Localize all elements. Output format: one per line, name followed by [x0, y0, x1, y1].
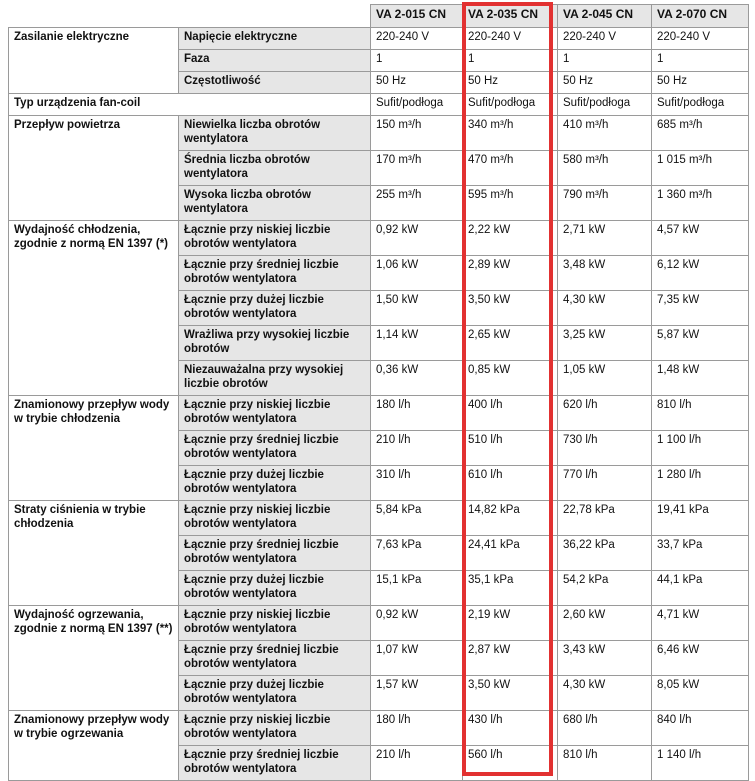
value-cell: 50 Hz: [558, 72, 652, 94]
value-cell: 6,12 kW: [652, 256, 749, 291]
value-cell: 150 m³/h: [371, 116, 463, 151]
value-cell: 3,48 kW: [558, 256, 652, 291]
value-cell: 19,41 kPa: [652, 501, 749, 536]
value-cell: 54,2 kPa: [558, 571, 652, 606]
value-cell: 220-240 V: [558, 28, 652, 50]
value-cell: 24,41 kPa: [463, 536, 558, 571]
param-label: Napięcie elektryczne: [179, 28, 371, 50]
value-cell: 220-240 V: [652, 28, 749, 50]
param-label: Faza: [179, 50, 371, 72]
value-cell: 2,19 kW: [463, 606, 558, 641]
value-cell: 1,07 kW: [371, 641, 463, 676]
value-cell: 1: [652, 50, 749, 72]
value-cell: 210 l/h: [371, 746, 463, 781]
value-cell: 0,85 kW: [463, 361, 558, 396]
header-row: [9, 5, 749, 28]
value-cell: 3,25 kW: [558, 326, 652, 361]
param-label: Łącznie przy niskiej liczbie obrotów wentylatora: [179, 606, 371, 641]
table-row: [9, 221, 749, 256]
value-cell: 2,60 kW: [558, 606, 652, 641]
value-cell: 810 l/h: [652, 396, 749, 431]
value-cell: 220-240 V: [463, 28, 558, 50]
value-cell: Sufit/podłoga: [463, 94, 558, 116]
value-cell: 400 l/h: [463, 396, 558, 431]
value-cell: 770 l/h: [558, 466, 652, 501]
value-cell: 36,22 kPa: [558, 536, 652, 571]
table-row: [9, 116, 749, 151]
value-cell: 180 l/h: [371, 396, 463, 431]
spec-table: [8, 4, 749, 781]
group-label: Typ urządzenia fan-coil: [9, 94, 371, 116]
value-cell: Sufit/podłoga: [652, 94, 749, 116]
value-cell: 1 100 l/h: [652, 431, 749, 466]
value-cell: 0,92 kW: [371, 606, 463, 641]
param-label: Łącznie przy dużej liczbie obrotów wentylatora: [179, 466, 371, 501]
param-label: Łącznie przy średniej liczbie obrotów wentylatora: [179, 746, 371, 781]
value-cell: 8,05 kW: [652, 676, 749, 711]
value-cell: 4,57 kW: [652, 221, 749, 256]
value-cell: 580 m³/h: [558, 151, 652, 186]
value-cell: 180 l/h: [371, 711, 463, 746]
value-cell: 560 l/h: [463, 746, 558, 781]
value-cell: 4,30 kW: [558, 291, 652, 326]
value-cell: 4,71 kW: [652, 606, 749, 641]
group-label: Straty ciśnienia w trybie chłodzenia: [9, 501, 179, 606]
value-cell: 0,36 kW: [371, 361, 463, 396]
value-cell: 220-240 V: [371, 28, 463, 50]
table-row: [9, 711, 749, 746]
group-label: Znamionowy przepływ wody w trybie chłodzenia: [9, 396, 179, 501]
value-cell: 50 Hz: [371, 72, 463, 94]
param-label: Łącznie przy dużej liczbie obrotów wentylatora: [179, 571, 371, 606]
param-label: Łącznie przy dużej liczbie obrotów wentylatora: [179, 291, 371, 326]
value-cell: 35,1 kPa: [463, 571, 558, 606]
column-header: VA 2-035 CN: [463, 5, 558, 28]
value-cell: 790 m³/h: [558, 186, 652, 221]
value-cell: 44,1 kPa: [652, 571, 749, 606]
value-cell: 2,71 kW: [558, 221, 652, 256]
value-cell: 1,57 kW: [371, 676, 463, 711]
value-cell: 1: [463, 50, 558, 72]
group-label: Zasilanie elektryczne: [9, 28, 179, 94]
param-label: Wrażliwa przy wysokiej liczbie obrotów: [179, 326, 371, 361]
value-cell: 1 015 m³/h: [652, 151, 749, 186]
value-cell: 2,89 kW: [463, 256, 558, 291]
value-cell: 3,50 kW: [463, 291, 558, 326]
value-cell: 33,7 kPa: [652, 536, 749, 571]
value-cell: 410 m³/h: [558, 116, 652, 151]
value-cell: 595 m³/h: [463, 186, 558, 221]
value-cell: 2,22 kW: [463, 221, 558, 256]
table-row: [9, 396, 749, 431]
value-cell: 1,50 kW: [371, 291, 463, 326]
group-label: Znamionowy przepływ wody w trybie ogrzewania: [9, 711, 179, 781]
value-cell: 680 l/h: [558, 711, 652, 746]
table-row: [9, 501, 749, 536]
value-cell: 1 360 m³/h: [652, 186, 749, 221]
value-cell: 1 280 l/h: [652, 466, 749, 501]
param-label: Łącznie przy średniej liczbie obrotów wentylatora: [179, 641, 371, 676]
column-header: VA 2-015 CN: [371, 5, 463, 28]
param-label: Łącznie przy niskiej liczbie obrotów wentylatora: [179, 221, 371, 256]
param-label: Średnia liczba obrotów wentylatora: [179, 151, 371, 186]
param-label: Łącznie przy średniej liczbie obrotów wentylatora: [179, 256, 371, 291]
param-label: Łącznie przy średniej liczbie obrotów wentylatora: [179, 431, 371, 466]
value-cell: 1,05 kW: [558, 361, 652, 396]
value-cell: 5,84 kPa: [371, 501, 463, 536]
value-cell: 170 m³/h: [371, 151, 463, 186]
value-cell: 620 l/h: [558, 396, 652, 431]
table-row: [9, 28, 749, 50]
param-label: Niezauważalna przy wysokiej liczbie obrotów: [179, 361, 371, 396]
value-cell: 14,82 kPa: [463, 501, 558, 536]
value-cell: 6,46 kW: [652, 641, 749, 676]
value-cell: 810 l/h: [558, 746, 652, 781]
value-cell: 310 l/h: [371, 466, 463, 501]
value-cell: Sufit/podłoga: [558, 94, 652, 116]
value-cell: 510 l/h: [463, 431, 558, 466]
param-label: Wysoka liczba obrotów wentylatora: [179, 186, 371, 221]
value-cell: 840 l/h: [652, 711, 749, 746]
param-label: Częstotliwość: [179, 72, 371, 94]
value-cell: 340 m³/h: [463, 116, 558, 151]
column-header: VA 2-070 CN: [652, 5, 749, 28]
value-cell: 4,30 kW: [558, 676, 652, 711]
value-cell: 7,63 kPa: [371, 536, 463, 571]
value-cell: 1: [371, 50, 463, 72]
value-cell: 430 l/h: [463, 711, 558, 746]
value-cell: 2,87 kW: [463, 641, 558, 676]
value-cell: 210 l/h: [371, 431, 463, 466]
param-label: Łącznie przy niskiej liczbie obrotów wentylatora: [179, 501, 371, 536]
value-cell: 50 Hz: [463, 72, 558, 94]
value-cell: 470 m³/h: [463, 151, 558, 186]
param-label: Łącznie przy niskiej liczbie obrotów wentylatora: [179, 396, 371, 431]
value-cell: 15,1 kPa: [371, 571, 463, 606]
value-cell: 1 140 l/h: [652, 746, 749, 781]
value-cell: 685 m³/h: [652, 116, 749, 151]
header-blank: [9, 5, 371, 28]
table-row: [9, 606, 749, 641]
value-cell: 50 Hz: [652, 72, 749, 94]
group-label: Przepływ powietrza: [9, 116, 179, 221]
value-cell: 610 l/h: [463, 466, 558, 501]
value-cell: 22,78 kPa: [558, 501, 652, 536]
value-cell: 3,50 kW: [463, 676, 558, 711]
column-header: VA 2-045 CN: [558, 5, 652, 28]
value-cell: 1,14 kW: [371, 326, 463, 361]
param-label: Łącznie przy dużej liczbie obrotów wentylatora: [179, 676, 371, 711]
value-cell: 0,92 kW: [371, 221, 463, 256]
value-cell: 2,65 kW: [463, 326, 558, 361]
value-cell: 730 l/h: [558, 431, 652, 466]
value-cell: 1,06 kW: [371, 256, 463, 291]
table-row: [9, 94, 749, 116]
value-cell: 1,48 kW: [652, 361, 749, 396]
param-label: Niewielka liczba obrotów wentylatora: [179, 116, 371, 151]
value-cell: 3,43 kW: [558, 641, 652, 676]
group-label: Wydajność chłodzenia, zgodnie z normą EN 1397 (*): [9, 221, 179, 396]
value-cell: 7,35 kW: [652, 291, 749, 326]
value-cell: 5,87 kW: [652, 326, 749, 361]
value-cell: 1: [558, 50, 652, 72]
value-cell: 255 m³/h: [371, 186, 463, 221]
value-cell: Sufit/podłoga: [371, 94, 463, 116]
param-label: Łącznie przy niskiej liczbie obrotów wentylatora: [179, 711, 371, 746]
group-label: Wydajność ogrzewania, zgodnie z normą EN 1397 (**): [9, 606, 179, 711]
param-label: Łącznie przy średniej liczbie obrotów wentylatora: [179, 536, 371, 571]
